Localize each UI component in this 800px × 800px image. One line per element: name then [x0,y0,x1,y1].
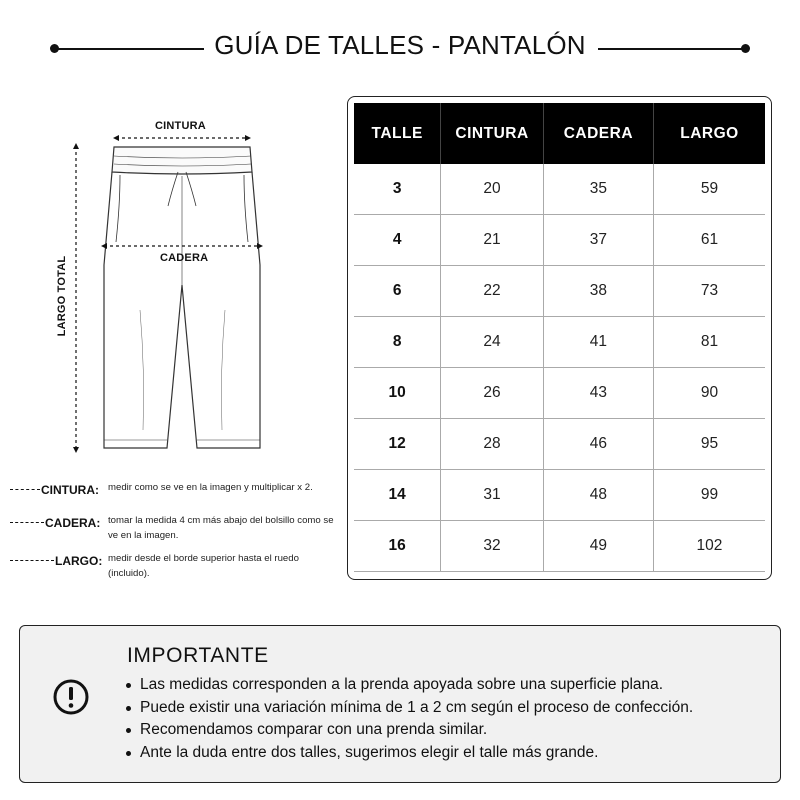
note-cintura [8,480,348,513]
note-dash [10,560,54,561]
cell-talle: 14 [354,470,441,521]
note-key: LARGO: [55,554,103,568]
cell-cadera: 38 [543,266,653,317]
cell-cintura: 28 [441,419,543,470]
cell-cintura: 32 [441,521,543,572]
important-item: Puede existir una variación mínima de 1 a 2 cm según el proceso de confección. [124,697,693,720]
size-table-box [347,96,772,580]
cell-largo: 102 [653,521,765,572]
cintura-label: CINTURA [155,120,206,132]
title-line-right [598,48,746,50]
table-row [354,368,765,419]
exclamation-circle-icon [52,678,90,721]
largo-total-label: LARGO TOTAL [56,255,68,337]
important-item: Las medidas corresponden a la prenda apoyada sobre una superficie plana. [124,674,693,697]
cell-talle: 10 [354,368,441,419]
header-cintura: CINTURA [441,103,543,164]
note-largo [8,551,348,584]
cell-cintura: 20 [441,164,543,215]
cell-cadera: 46 [543,419,653,470]
note-dash [10,522,44,523]
cell-cintura: 24 [441,317,543,368]
note-key: CINTURA: [41,483,99,497]
cell-largo: 59 [653,164,765,215]
table-row [354,317,765,368]
cell-largo: 73 [653,266,765,317]
important-item: Recomendamos comparar con una prenda similar. [124,719,693,742]
cell-cintura: 26 [441,368,543,419]
important-box [19,625,781,783]
cell-talle: 6 [354,266,441,317]
table-row [354,215,765,266]
table-row [354,419,765,470]
note-text: medir como se ve en la imagen y multiplicar x 2. [108,482,313,493]
cell-largo: 81 [653,317,765,368]
cell-talle: 12 [354,419,441,470]
important-list [124,674,693,764]
cell-cadera: 35 [543,164,653,215]
important-title: IMPORTANTE [127,644,269,667]
cell-cadera: 37 [543,215,653,266]
important-item: Ante la duda entre dos talles, sugerimos elegir el talle más grande. [124,742,693,765]
table-row [354,164,765,215]
cell-cintura: 31 [441,470,543,521]
cell-cadera: 48 [543,470,653,521]
header-talle: TALLE [354,103,441,164]
table-body [354,164,765,572]
table-row [354,470,765,521]
pants-drawing [0,110,345,460]
cell-talle: 16 [354,521,441,572]
cell-talle: 3 [354,164,441,215]
title-dot-right [741,44,750,53]
note-text: medir desde el borde superior hasta el ruedo (incluido). [108,553,299,579]
cadera-label: CADERA [160,252,209,264]
measurement-notes [8,480,348,584]
note-dash [10,489,40,490]
pants-illustration [0,110,345,460]
title-row [50,28,750,68]
cell-talle: 8 [354,317,441,368]
cell-largo: 95 [653,419,765,470]
cell-cadera: 49 [543,521,653,572]
table-row [354,521,765,572]
cell-cintura: 21 [441,215,543,266]
cell-cadera: 41 [543,317,653,368]
page-title: GUÍA DE TALLES - PANTALÓN [214,30,586,60]
cell-largo: 61 [653,215,765,266]
cell-cadera: 43 [543,368,653,419]
cell-talle: 4 [354,215,441,266]
note-key: CADERA: [45,516,101,530]
note-text: tomar la medida 4 cm más abajo del bolsillo como se ve en la imagen. [108,515,334,541]
note-cadera [8,513,348,551]
cell-largo: 90 [653,368,765,419]
header-cadera: CADERA [543,103,653,164]
table-header-row [354,103,765,164]
cell-largo: 99 [653,470,765,521]
header-largo: LARGO [653,103,765,164]
table-row [354,266,765,317]
size-table [354,103,765,572]
cell-cintura: 22 [441,266,543,317]
